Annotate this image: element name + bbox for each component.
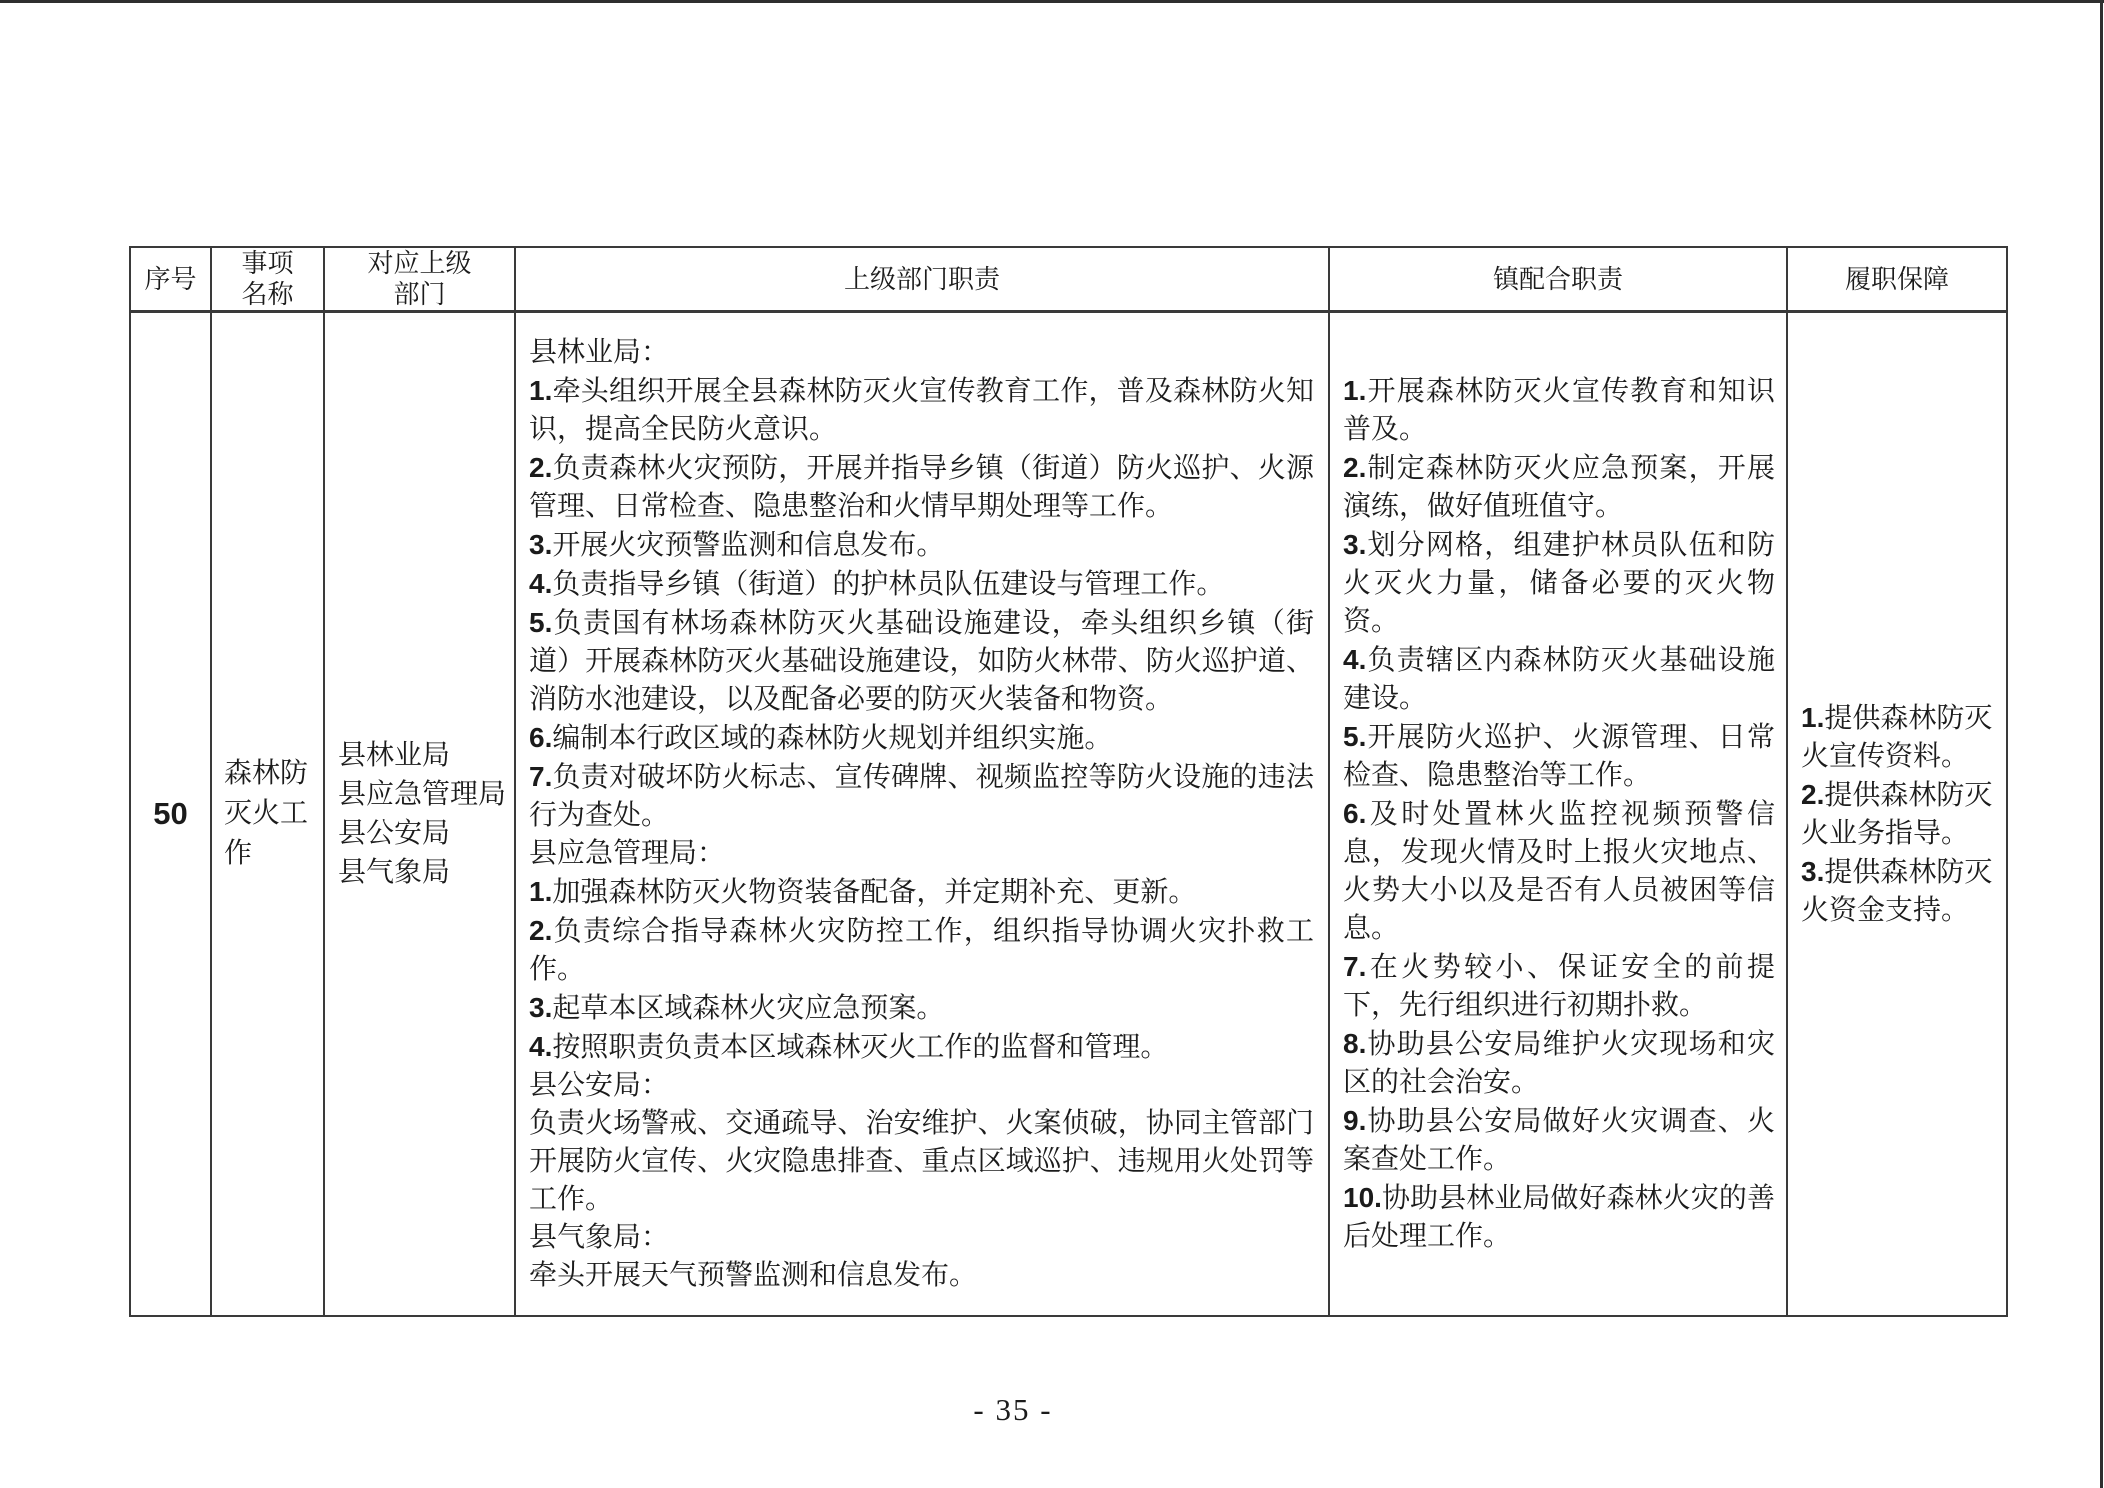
cell-superior-duties [515, 312, 1329, 1317]
text-line: 县应急管理局： [529, 837, 726, 869]
cell-guarantees [1787, 312, 2007, 1317]
header-guarantees-text [1788, 264, 2006, 295]
text-line: 3.开展火灾预警监测和信息发布。 [529, 528, 945, 561]
list-number: 5. [529, 606, 553, 638]
list-number: 3. [529, 991, 553, 1023]
text-line: 1.提供森林防灭火宣传资料。 [1801, 701, 1993, 772]
header-superior-duties-text [516, 264, 1328, 295]
scan-edge-top [0, 0, 2104, 3]
list-number: 9. [1343, 1105, 1367, 1136]
cell-seq [130, 312, 211, 1317]
list-number: 6. [529, 721, 553, 753]
duties-table [129, 246, 2008, 1317]
cell-town-duties [1329, 312, 1787, 1317]
header-item-name [211, 247, 324, 312]
text-line: 7.负责对破坏防火标志、宣传碑牌、视频监控等防火设施的违法行为查处。 [529, 760, 1314, 831]
header-town-duties [1329, 247, 1787, 312]
cell-item-name [211, 312, 324, 1317]
list-number: 1. [529, 374, 553, 406]
text-line: 部门 [393, 280, 446, 309]
superior-duties-text [529, 334, 1314, 1295]
text-line: 2.提供森林防灭火业务指导。 [1801, 778, 1993, 849]
text-line: 序号 [144, 264, 197, 294]
scan-edge-right [2100, 0, 2103, 1488]
text-line: 县气象局： [529, 1221, 670, 1253]
header-superior-departments-text [325, 248, 514, 310]
list-number: 3. [1801, 855, 1825, 887]
list-number: 5. [1343, 721, 1367, 752]
list-number: 2. [1343, 452, 1367, 483]
text-line: 8.协助县公安局维护火灾现场和灾区的社会治安。 [1343, 1028, 1775, 1098]
text-line: 县公安局 [338, 818, 451, 849]
list-number: 6. [1343, 798, 1367, 829]
text-line: 2.制定森林防灭火应急预案，开展演练，做好值班值守。 [1343, 452, 1775, 522]
text-line: 事项 [241, 249, 294, 278]
text-line: 7.在火势较小、保证安全的前提下，先行组织进行初期扑救。 [1343, 951, 1775, 1021]
text-line: 1.加强森林防灭火物资装备配备，并定期补充、更新。 [529, 875, 1197, 908]
header-row [130, 247, 2007, 312]
text-line: 1.牵头组织开展全县森林防灭火宣传教育工作，普及森林防火知识，提高全民防火意识。 [529, 374, 1314, 445]
guarantees-text [1801, 699, 1998, 930]
header-superior-duties [515, 247, 1329, 312]
text-line: 9.协助县公安局做好火灾调查、火案查处工作。 [1343, 1105, 1775, 1175]
text-line: 4.按照职责负责本区域森林灭火工作的监督和管理。 [529, 1030, 1169, 1063]
text-line: 镇配合职责 [1492, 264, 1623, 294]
header-guarantees [1787, 247, 2007, 312]
text-line: 县公安局： [529, 1069, 670, 1101]
list-number: 1. [1801, 701, 1825, 733]
text-line: 2.负责综合指导森林火灾防控工作，组织指导协调火灾扑救工作。 [529, 914, 1314, 985]
text-line: 上级部门职责 [843, 264, 1000, 294]
text-line: 对应上级 [367, 249, 472, 278]
page-number: - 35 - [973, 1392, 1053, 1427]
text-line: 4.负责辖区内森林防灭火基础设施建设。 [1343, 644, 1775, 714]
list-number: 7. [529, 760, 553, 792]
text-line: 5.开展防火巡护、火源管理、日常检查、隐患整治等工作。 [1343, 721, 1775, 791]
list-number: 2. [529, 914, 553, 946]
list-number: 3. [529, 528, 553, 560]
header-town-duties-text [1330, 264, 1786, 295]
text-line: 2.负责森林火灾预防，开展并指导乡镇（街道）防火巡护、火源管理、日常检查、隐患整治和火情早期处理等工作。 [529, 451, 1314, 522]
text-line: 牵头开展天气预警监测和信息发布。 [529, 1259, 978, 1291]
text-line: 县气象局 [338, 857, 451, 888]
text-line: 10.协助县林业局做好森林火灾的善后处理工作。 [1343, 1182, 1775, 1252]
text-line: 1.开展森林防灭火宣传教育和知识普及。 [1343, 375, 1775, 445]
header-item-name-text [212, 248, 323, 310]
seq-number: 50 [153, 796, 188, 831]
text-line: 县林业局 [338, 740, 451, 771]
list-number: 7. [1343, 951, 1367, 982]
list-number: 1. [1343, 375, 1367, 406]
list-number: 1. [529, 875, 553, 907]
table-row [130, 312, 2007, 1317]
header-seq [130, 247, 211, 312]
list-number: 2. [1801, 778, 1825, 810]
cell-superior-departments [324, 312, 515, 1317]
list-number: 4. [529, 567, 553, 599]
item-name-text: 森林防灭火工作 [224, 758, 309, 869]
text-line: 3.起草本区域森林火灾应急预案。 [529, 991, 945, 1024]
town-duties-text [1343, 372, 1775, 1256]
text-line: 4.负责指导乡镇（街道）的护林员队伍建设与管理工作。 [529, 567, 1225, 600]
list-number: 4. [1343, 644, 1367, 675]
text-line: 3.划分网格，组建护林员队伍和防火灭火力量，储备必要的灭火物资。 [1343, 529, 1775, 637]
text-line: 履职保障 [1844, 264, 1949, 294]
text-line: 名称 [241, 280, 294, 309]
list-number: 8. [1343, 1028, 1367, 1059]
list-number: 2. [529, 451, 553, 483]
superior-departments-list [338, 736, 508, 892]
list-number: 4. [529, 1030, 553, 1062]
text-line: 县林业局： [529, 336, 670, 368]
header-seq-text [131, 264, 210, 295]
text-line: 县应急管理局 [338, 779, 507, 810]
text-line: 负责火场警戒、交通疏导、治安维护、火案侦破，协同主管部门开展防火宣传、火灾隐患排查、重点区域巡护、违规用火处罚等工作。 [529, 1107, 1314, 1215]
text-line: 3.提供森林防灭火资金支持。 [1801, 855, 1993, 926]
text-line: 6.及时处置林火监控视频预警信息，发现火情及时上报火灾地点、火势大小以及是否有人员被困等信息。 [1343, 798, 1775, 944]
text-line: 6.编制本行政区域的森林防火规划并组织实施。 [529, 721, 1113, 754]
list-number: 10. [1343, 1182, 1382, 1213]
text-line: 5.负责国有林场森林防灭火基础设施建设，牵头组织乡镇（街道）开展森林防灭火基础设施建设，如防火林带、防火巡护道、消防水池建设，以及配备必要的防灭火装备和物资。 [529, 606, 1314, 715]
header-superior-departments [324, 247, 515, 312]
list-number: 3. [1343, 529, 1367, 560]
